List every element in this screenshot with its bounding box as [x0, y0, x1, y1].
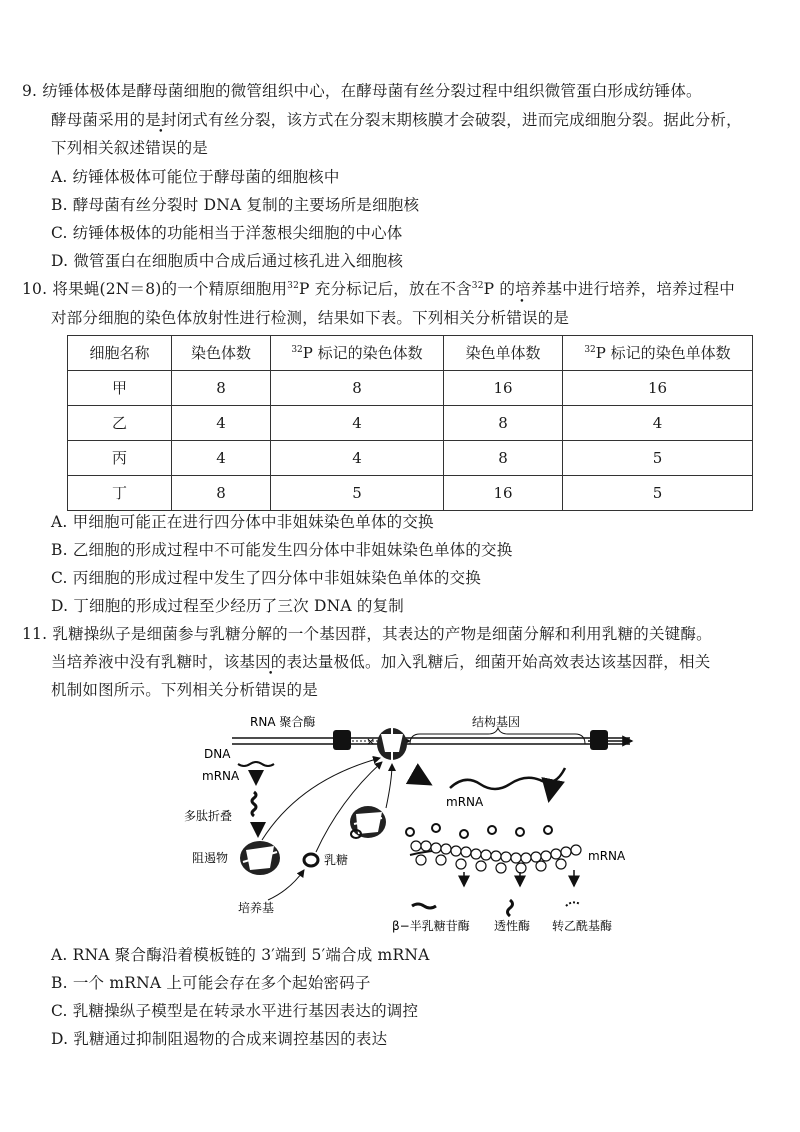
table-cell: 16	[444, 371, 563, 406]
structural-gene-bracket	[410, 728, 585, 744]
q9-stem-pre: 下列相关叙述	[51, 139, 146, 157]
table-row	[68, 406, 753, 441]
q10-stem-post: 的是	[537, 309, 570, 327]
header-text-4: P 标记的染色单体数	[595, 343, 731, 362]
table-cell: 丁	[68, 476, 172, 511]
q10-superscript-1: 32	[287, 281, 300, 291]
q9-stem-line1: 9. 纺锤体极体是酵母菌细胞的微管组织中心，在酵母菌有丝分裂过程中组织微管蛋白形成纺锤体。	[22, 82, 702, 100]
q11-stem-emphasis: 错误	[255, 681, 287, 699]
q11-stem-pre: 机制如图所示。下列相关分析	[51, 681, 256, 699]
q9-option-d: D. 微管蛋白在细胞质中合成后通过核孔进入细胞核	[51, 252, 404, 270]
header-text-2: P 标记的染色体数	[302, 343, 423, 362]
polypeptide-chain-icon	[252, 792, 256, 816]
arrow-medium-to-lactose	[268, 870, 304, 900]
permease-icon	[508, 900, 513, 916]
q10-option-a: A. 甲细胞可能正在进行四分体中非姐妹染色单体的交换	[51, 513, 434, 531]
table-cell: 5	[563, 476, 753, 511]
label-mrna-left: mRNA	[202, 769, 240, 783]
table-header-row	[68, 336, 753, 371]
header-cell-name: 细胞名称	[68, 336, 172, 371]
header-sup-2: 32	[584, 344, 596, 355]
q10-option-d: D. 丁细胞的形成过程至少经历了三次 DNA 的复制	[51, 597, 404, 615]
header-sup-1: 32	[291, 344, 303, 355]
label-dna: DNA	[204, 747, 231, 761]
ribosome-cluster-icon	[411, 841, 581, 873]
q10-stem-part-b: P 充分标记后，放在不含	[299, 280, 472, 298]
header-cell-labeled-chromosomes	[271, 336, 444, 371]
terminator-icon	[590, 730, 608, 750]
q10-data-table	[67, 335, 753, 511]
label-repressor: 阻遏物	[192, 851, 229, 865]
repressor-on-operator-icon	[377, 728, 407, 760]
table-cell: 丙	[68, 441, 172, 476]
header-cell-chromatids: 染色单体数	[444, 336, 563, 371]
label-enzyme-3: 转乙酰基酶	[552, 919, 613, 933]
q11-option-d: D. 乳糖通过抑制阻遏物的合成来调控基因的表达	[51, 1030, 388, 1048]
lac-operon-figure	[0, 700, 800, 940]
label-rna-polymerase: RNA 聚合酶	[250, 715, 316, 729]
q10-stem-line2	[51, 311, 569, 327]
q10-option-c: C. 丙细胞的形成过程中发生了四分体中非姐妹染色单体的交换	[51, 569, 481, 587]
q9-option-b: B. 酵母菌有丝分裂时 DNA 复制的主要场所是细胞核	[51, 196, 420, 214]
q10-stem-emphasis: 错误	[506, 309, 538, 327]
table-cell: 8	[271, 371, 444, 406]
table-row	[68, 476, 753, 511]
table-cell: 4	[271, 441, 444, 476]
q11-stem-line3	[51, 683, 318, 699]
q10-stem-line1	[22, 282, 735, 298]
table-cell: 4	[271, 406, 444, 441]
curved-arrow-icon	[420, 770, 430, 784]
table-cell: 4	[172, 406, 271, 441]
label-enzyme-2: 透性酶	[494, 919, 531, 933]
table-cell: 8	[444, 406, 563, 441]
table-cell: 16	[563, 371, 753, 406]
table-cell: 乙	[68, 406, 172, 441]
q11-stem-line1: 11. 乳糖操纵子是细菌参与乳糖分解的一个基因群，其表达的产物是细菌分解和利用乳糖的关键酶。	[22, 625, 712, 643]
q11-option-c: C. 乳糖操纵子模型是在转录水平进行基因表达的调控	[51, 1002, 419, 1020]
q10-superscript-2: 32	[471, 281, 484, 291]
table-cell: 5	[271, 476, 444, 511]
table-cell: 5	[563, 441, 753, 476]
table-row	[68, 441, 753, 476]
q11-stem-post: 的是	[286, 681, 318, 699]
header-cell-chromosomes: 染色体数	[172, 336, 271, 371]
label-mrna-right: mRNA	[588, 849, 626, 863]
label-medium: 培养基	[238, 901, 275, 915]
q9-stem-line3	[51, 141, 208, 157]
promoter-rna-polymerase-icon	[333, 730, 351, 750]
q9-option-c: C. 纺锤体极体的功能相当于洋葱根尖细胞的中心体	[51, 224, 403, 242]
q10-stem-part-c: P 的培养基中进行培养，培养过程中	[483, 280, 735, 298]
q10-stem-part-a: 10. 将果蝇(2N＝8)的一个精原细胞用	[22, 280, 288, 298]
table-cell: 4	[172, 441, 271, 476]
q10-option-b: B. 乙细胞的形成过程中不可能发生四分体中非姐妹染色单体的交换	[51, 541, 513, 559]
transacetylase-icon	[566, 902, 580, 906]
inactive-repressor-icon	[350, 806, 386, 838]
lactose-molecule-icon	[304, 854, 318, 866]
table-cell: 8	[444, 441, 563, 476]
label-enzyme-1: β−半乳糖苷酶	[392, 919, 470, 933]
table-cell: 16	[444, 476, 563, 511]
q9-option-a: A. 纺锤体极体可能位于酵母菌的细胞核中	[51, 168, 340, 186]
label-polypeptide-folding: 多肽折叠	[184, 809, 233, 823]
beta-galactosidase-icon	[412, 904, 436, 908]
label-mrna-mid: mRNA	[446, 795, 484, 809]
table-cell: 甲	[68, 371, 172, 406]
table-cell: 8	[172, 371, 271, 406]
q9-stem-emphasis: 错误	[145, 139, 177, 157]
table-cell: 8	[172, 476, 271, 511]
q11-option-b: B. 一个 mRNA 上可能会存在多个起始密码子	[51, 974, 371, 992]
q9-stem-post: 的是	[176, 139, 209, 157]
header-cell-labeled-chromatids	[563, 336, 753, 371]
table-cell: 4	[563, 406, 753, 441]
repressor-protein-icon	[240, 841, 280, 875]
q10-stem-pre: 对部分细胞的染色体放射性进行检测，结果如下表。下列相关分析	[51, 309, 507, 327]
q11-option-a: A. RNA 聚合酶沿着模板链的 3′端到 5′端合成 mRNA	[51, 946, 430, 964]
mrna-squiggle-icon	[238, 762, 274, 766]
blocked-x-icon: ×	[366, 735, 376, 748]
nascent-chain-icons	[406, 824, 552, 838]
table-row	[68, 371, 753, 406]
q11-stem-line2: 当培养液中没有乳糖时，该基因的表达量极低。加入乳糖后，细菌开始高效表达该基因群，相关	[51, 653, 711, 671]
label-lactose: 乳糖	[324, 853, 349, 867]
label-structural-gene: 结构基因	[472, 715, 521, 729]
q9-stem-line2: 酵母菌采用的是封闭式有丝分裂，该方式在分裂末期核膜才会破裂，进而完成细胞分裂。据此分析，	[51, 111, 742, 129]
arrow-release	[386, 764, 392, 808]
